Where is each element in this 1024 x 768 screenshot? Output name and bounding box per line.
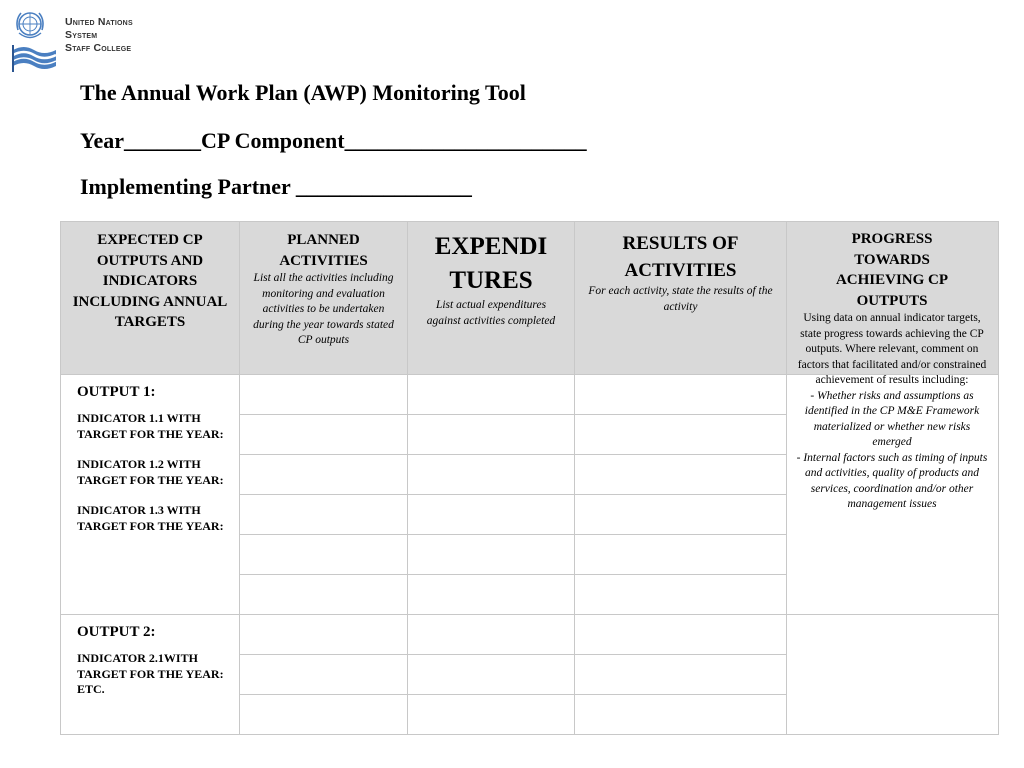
expenditure-cell[interactable]: [408, 615, 575, 655]
result-cell[interactable]: [575, 415, 787, 455]
header-expected-outputs: [61, 222, 240, 375]
logo-line-1: United Nations: [65, 16, 133, 28]
result-cell[interactable]: [575, 375, 787, 415]
progress-cell-output-2[interactable]: [787, 615, 999, 735]
logo-line-3: Staff College: [65, 42, 132, 54]
result-cell[interactable]: [575, 535, 787, 575]
result-cell[interactable]: [575, 655, 787, 695]
expenditure-cell[interactable]: [408, 455, 575, 495]
result-cell[interactable]: [575, 615, 787, 655]
header-subtitle: List actual expenditures against activities completed: [426, 299, 556, 327]
logo-icons: [8, 8, 60, 70]
expenditure-cell[interactable]: [408, 375, 575, 415]
page-title: The Annual Work Plan (AWP) Monitoring Tool: [80, 80, 526, 105]
header-results: [575, 222, 787, 375]
unssc-logo: [8, 8, 133, 70]
result-cell[interactable]: [575, 695, 787, 735]
progress-item-risks: - Whether risks and assumptions as identified in the CP M&E Framework materialized or whether new risks emerged: [804, 389, 980, 448]
result-cell[interactable]: [575, 575, 787, 615]
expenditure-cell[interactable]: [408, 495, 575, 535]
logo-line-2: System: [65, 29, 98, 41]
expenditure-cell[interactable]: [408, 535, 575, 575]
output-1-title: OUTPUT 1:: [77, 384, 156, 400]
progress-item-internal: - Internal factors such as timing of inputs and activities, quality of products and services, coordination and/or other management issues: [796, 451, 988, 510]
implementing-partner-line: Implementing Partner ________________: [80, 174, 472, 199]
header-planned-activities: [240, 222, 408, 375]
output-2-title: OUTPUT 2:: [77, 624, 156, 640]
expenditure-cell[interactable]: [408, 655, 575, 695]
expenditure-cell[interactable]: [408, 415, 575, 455]
activity-cell[interactable]: [240, 655, 408, 695]
header-subtitle: For each activity, state the results of the activity: [588, 285, 773, 313]
un-emblem-icon: [12, 8, 48, 44]
output-2-cell: [61, 615, 240, 735]
result-cell[interactable]: [575, 455, 787, 495]
activity-cell[interactable]: [240, 375, 408, 415]
indicator-1-3: INDICATOR 1.3 WITH TARGET FOR THE YEAR:: [77, 503, 224, 533]
header-expenditures: [408, 222, 575, 375]
output-1-cell: [61, 375, 240, 615]
activity-cell[interactable]: [240, 695, 408, 735]
header-title: EXPECTED CP OUTPUTS AND INDICATORS INCLUDING ANNUAL TARGETS: [72, 232, 228, 330]
table-row: [61, 615, 999, 655]
logo-text: [65, 16, 133, 55]
expenditure-cell[interactable]: [408, 575, 575, 615]
header-title: PROGRESS TOWARDS ACHIEVING CP OUTPUTS: [835, 231, 949, 309]
header-title: EXPENDI TURES: [434, 233, 548, 294]
progress-description: Using data on annual indicator targets, state progress towards achieving the CP outputs. Where relevant, comment on factors that facilitated and/or constrained achievement of results including:: [797, 312, 987, 386]
header-title: RESULTS OF ACTIVITIES: [622, 233, 739, 281]
indicator-2-1: INDICATOR 2.1WITH TARGET FOR THE YEAR:: [77, 651, 224, 681]
indicator-1-1: INDICATOR 1.1 WITH TARGET FOR THE YEAR:: [77, 411, 224, 441]
activity-cell[interactable]: [240, 615, 408, 655]
header-title: PLANNED ACTIVITIES: [279, 232, 368, 269]
activity-cell[interactable]: [240, 535, 408, 575]
activity-cell[interactable]: [240, 575, 408, 615]
progress-header-text: [796, 229, 988, 513]
header-subtitle: List all the activities including monitoring and evaluation activities to be undertaken during the year towards stated CP outputs: [253, 272, 394, 346]
year-component-line: Year_______CP Component______________________: [80, 128, 587, 153]
activity-cell[interactable]: [240, 415, 408, 455]
result-cell[interactable]: [575, 495, 787, 535]
indicator-1-2: INDICATOR 1.2 WITH TARGET FOR THE YEAR:: [77, 457, 224, 487]
activity-cell[interactable]: [240, 455, 408, 495]
expenditure-cell[interactable]: [408, 695, 575, 735]
indicator-etc: ETC.: [77, 682, 105, 696]
activity-cell[interactable]: [240, 495, 408, 535]
flag-icon: [10, 42, 60, 72]
